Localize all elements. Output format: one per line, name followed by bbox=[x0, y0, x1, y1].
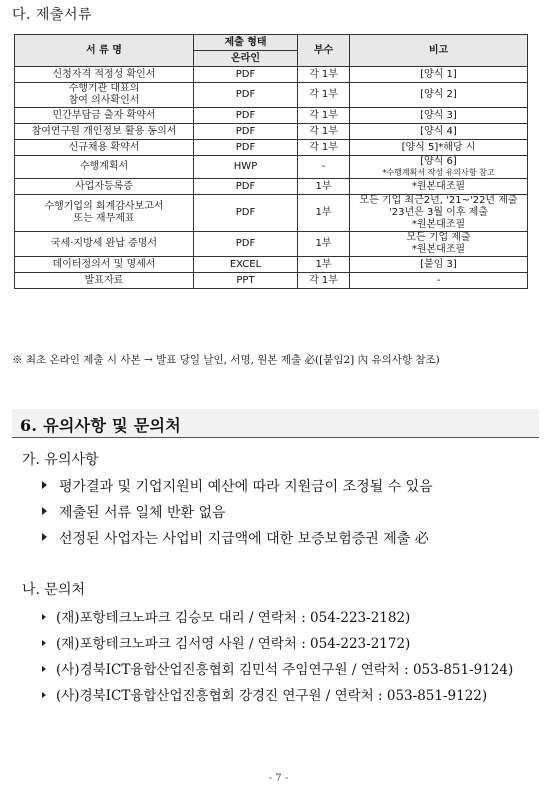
copies-cell: 각 1부 bbox=[298, 83, 350, 108]
document-name-cell: 신규채용 확약서 bbox=[15, 140, 194, 156]
subsection-contact-heading: 나. 문의처 bbox=[22, 582, 85, 598]
format-cell: EXCEL bbox=[194, 257, 298, 273]
document-name-cell: 참여연구원 개인정보 활용 동의서 bbox=[15, 124, 194, 140]
copies-cell: 1부 bbox=[298, 179, 350, 195]
format-cell: PDF bbox=[194, 195, 298, 232]
note-item: 선정된 사업자는 사업비 지급액에 대한 보증보험증권 제출 必 bbox=[42, 528, 429, 548]
remarks-cell: [양식 3] bbox=[350, 108, 528, 124]
remarks-cell: [양식 1] bbox=[350, 67, 528, 83]
document-name-cell: 수행기관 대표의 참여 의사확인서 bbox=[15, 83, 194, 108]
document-name-cell: 발표자료 bbox=[15, 273, 194, 289]
copies-cell: 1부 bbox=[298, 232, 350, 257]
copies-cell: 1부 bbox=[298, 257, 350, 273]
section-6-header bbox=[12, 409, 539, 438]
format-cell: PDF bbox=[194, 232, 298, 257]
table-row bbox=[15, 257, 528, 273]
bullet-icon bbox=[42, 692, 46, 698]
bullet-icon bbox=[42, 507, 47, 515]
table-row bbox=[15, 273, 528, 289]
header-submission-format: 제출 형태 bbox=[194, 35, 298, 51]
note-item: 제출된 서류 일체 반환 없음 bbox=[42, 502, 226, 522]
copies-cell: 각 1부 bbox=[298, 67, 350, 83]
header-document-name: 서 류 명 bbox=[15, 35, 194, 67]
document-name-cell: 민간부담금 출자 확약서 bbox=[15, 108, 194, 124]
table-row bbox=[15, 108, 528, 124]
table-row bbox=[15, 195, 528, 232]
copies-cell: 각 1부 bbox=[298, 273, 350, 289]
bullet-icon bbox=[42, 666, 46, 672]
copies-cell: 각 1부 bbox=[298, 140, 350, 156]
document-name-cell: 수행기업의 회계감사보고서 또는 재무제표 bbox=[15, 195, 194, 232]
table-row bbox=[15, 67, 528, 83]
remarks-cell: 모든 기업 최근2년, '21~'22년 제출 '23년은 3월 이후 제출 *원본대조필 bbox=[350, 195, 528, 232]
remarks-cell: *원본대조필 bbox=[350, 179, 528, 195]
table-row bbox=[15, 83, 528, 108]
submission-documents-table bbox=[14, 34, 528, 289]
contact-item: (재)포항테크노파크 김승모 대리 / 연락처 : 054-223-2182) bbox=[42, 606, 410, 626]
contact-item: (사)경북ICT융합산업진흥협회 강경진 연구원 / 연락처 : 053-851-9122) bbox=[42, 684, 487, 704]
document-name-cell: 수행계획서 bbox=[15, 156, 194, 179]
copies-cell: 1부 bbox=[298, 195, 350, 232]
header-copies: 부수 bbox=[298, 35, 350, 67]
header-remarks: 비고 bbox=[350, 35, 528, 67]
remarks-cell: [양식 2] bbox=[350, 83, 528, 108]
format-cell: HWP bbox=[194, 156, 298, 179]
table-row bbox=[15, 156, 528, 179]
contact-item: (재)포항테크노파크 김서영 사원 / 연락처 : 054-223-2172) bbox=[42, 632, 410, 652]
remarks-cell: [양식 5]*해당 시 bbox=[350, 140, 528, 156]
footnote: ※ 최초 온라인 제출 시 사본 → 발표 당일 날인, 서명, 원본 제출 必([붙임2] 內 유의사항 참조) bbox=[12, 354, 440, 366]
copies-cell: 각 1부 bbox=[298, 124, 350, 140]
remarks-cell: [양식 4] bbox=[350, 124, 528, 140]
copies-cell: - bbox=[298, 156, 350, 179]
copies-cell: 각 1부 bbox=[298, 108, 350, 124]
page-number: - 7 - bbox=[268, 773, 289, 784]
remarks-cell: [붙임 3] bbox=[350, 257, 528, 273]
table-row bbox=[15, 232, 528, 257]
format-cell: PDF bbox=[194, 108, 298, 124]
table-row bbox=[15, 140, 528, 156]
bullet-icon bbox=[42, 640, 46, 646]
section-6-title: 6. 유의사항 및 문의처 bbox=[20, 416, 181, 435]
contact-item: (사)경북ICT융합산업진흥협회 김민석 주임연구원 / 연락처 : 053-851-9124) bbox=[42, 658, 513, 678]
note-item: 평가결과 및 기업지원비 예산에 따라 지원금이 조정될 수 있음 bbox=[42, 476, 433, 496]
bullet-icon bbox=[42, 533, 47, 541]
table-row bbox=[15, 179, 528, 195]
document-name-cell: 신청자격 적정성 확인서 bbox=[15, 67, 194, 83]
bullet-icon bbox=[42, 614, 46, 620]
remarks-cell: - bbox=[350, 273, 528, 289]
header-online: 온라인 bbox=[194, 51, 298, 67]
format-cell: PDF bbox=[194, 124, 298, 140]
remarks-cell: 모든 기업 제출 *원본대조필 bbox=[350, 232, 528, 257]
remarks-cell: [양식 6] *수행계획서 작성 유의사항 참고 bbox=[350, 156, 528, 179]
document-name-cell: 데이터정의서 및 명세서 bbox=[15, 257, 194, 273]
format-cell: PDF bbox=[194, 67, 298, 83]
table-row bbox=[15, 124, 528, 140]
section-title: 다. 제출서류 bbox=[12, 7, 93, 23]
document-name-cell: 국세·지방세 완납 증명서 bbox=[15, 232, 194, 257]
format-cell: PDF bbox=[194, 179, 298, 195]
format-cell: PDF bbox=[194, 83, 298, 108]
format-cell: PPT bbox=[194, 273, 298, 289]
document-name-cell: 사업자등록증 bbox=[15, 179, 194, 195]
format-cell: PDF bbox=[194, 140, 298, 156]
bullet-icon bbox=[42, 481, 47, 489]
subsection-notes-heading: 가. 유의사항 bbox=[22, 452, 99, 468]
